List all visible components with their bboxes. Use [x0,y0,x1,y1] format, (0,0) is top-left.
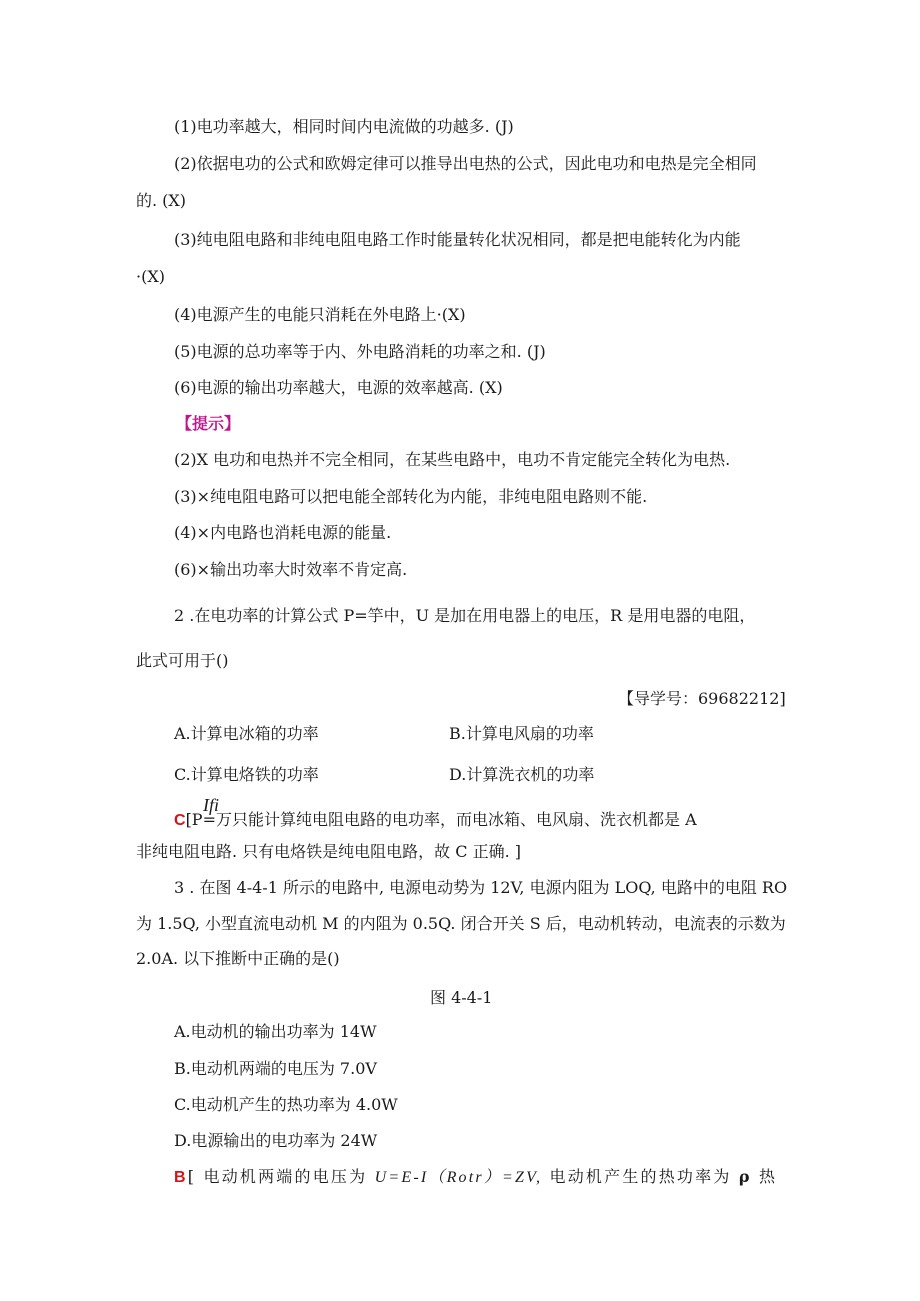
hint-4: (4)×内电路也消耗电源的能量. [174,523,392,542]
q3-answer-text-c: 热 [751,1167,778,1186]
q3-answer-letter: B [174,1169,188,1186]
q2-option-a: A.计算电冰箱的功率 [174,724,319,743]
statement-2: (2)依据电功的公式和欧姆定律可以推导出电热的公式，因此电功和电热是完全相同 [174,154,757,173]
guide-number: 【导学号：69682212] [618,689,786,708]
figure-caption: 图 4-4-1 [430,988,493,1007]
q2-answer-text: [P=万只能计算纯电阻电路的电功率，而电冰箱、电风扇、洗衣机都是 A [185,810,697,829]
statement-5: (5)电源的总功率等于内、外电路消耗的功率之和. (J) [174,342,546,361]
q2-option-c: C.计算电烙铁的功率 [174,765,319,784]
q3-option-b: B.电动机两端的电压为 7.0V [174,1059,377,1078]
q2-answer-cont: 非纯电阻电路. 只有电烙铁是纯电阻电路，故 C 正确. ] [136,842,522,861]
q3-option-c: C.电动机产生的热功率为 4.0W [174,1095,398,1114]
question-3-stem-cont: 为 1.5Q, 小型直流电动机 M 的内阻为 0.5Q. 闭合开关 S 后，电动机转动，电流表的示数为 [136,914,786,933]
q2-option-d: D.计算洗衣机的功率 [449,765,595,784]
question-2-stem: 2 .在电功率的计算公式 P=竽中，U 是加在用电器上的电压，R 是用电器的电阻， [174,606,756,625]
question-3-stem-cont2: 2.0A. 以下推断中正确的是() [136,949,340,968]
q3-option-a: A.电动机的输出功率为 14W [174,1022,377,1041]
q3-answer-text-b: 电动机产生的热功率为 [542,1167,739,1186]
formula-fragment: Ifi [203,795,219,815]
q3-option-d: D.电源输出的电功率为 24W [174,1131,378,1150]
question-2-stem-cont: 此式可用于() [136,651,229,670]
q2-answer [174,809,697,832]
q2-answer-letter: C [174,812,186,829]
hint-6: (6)×输出功率大时效率不肯定高. [174,560,408,579]
hint-label: 【提示】 [176,414,241,433]
hint-3: (3)×纯电阻电路可以把电能全部转化为内能，非纯电阻电路则不能. [174,487,648,506]
statement-2-cont: 的. (X) [136,191,187,210]
rho-symbol: ρ [738,1167,752,1186]
statement-4: (4)电源产生的电能只消耗在外电路上·(X) [174,305,466,324]
statement-3: (3)纯电阻电路和非纯电阻电路工作时能量转化状况相同，都是把电能转化为内能 [174,230,741,249]
statement-6: (6)电源的输出功率越大，电源的效率越高. (X) [174,378,503,397]
hint-2: (2)X 电功和电热并不完全相同，在某些电路中，电功不肯定能完全转化为电热. [174,450,731,469]
q3-answer [174,1166,777,1189]
q3-answer-text-a: [ 电动机两端的电压为 [187,1167,375,1186]
statement-1: (1)电功率越大，相同时间内电流做的功越多. (J) [174,117,514,136]
question-3-stem: 3 . 在图 4-4-1 所示的电路中, 电源电动势为 12V, 电源内阻为 LOQ, 电路中的电阻 RO [174,878,788,897]
statement-3-cont: ·(X) [136,267,165,286]
q3-answer-formula: U=E-I（Rotr）=ZV, [374,1169,543,1186]
q2-option-b: B.计算电风扇的功率 [449,724,594,743]
